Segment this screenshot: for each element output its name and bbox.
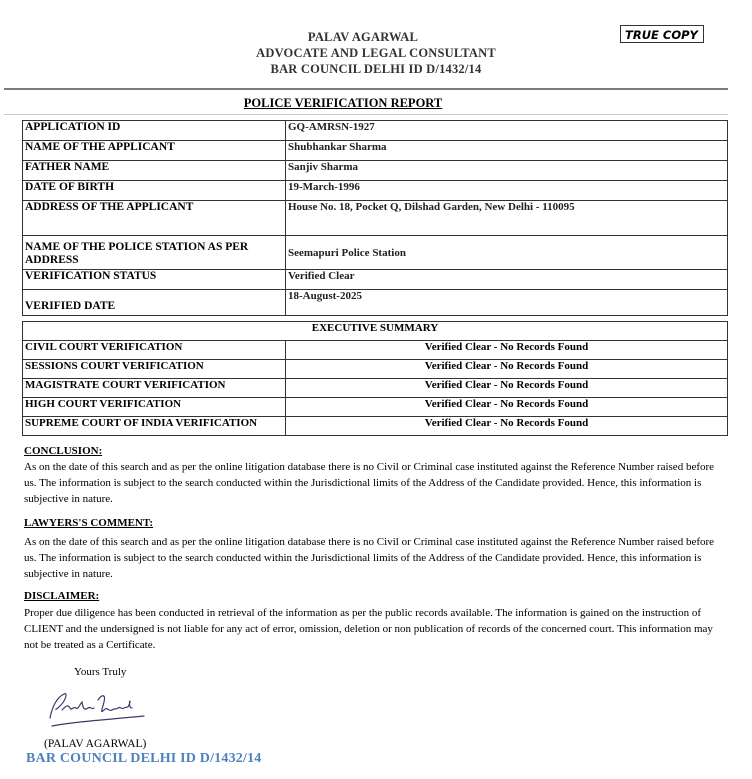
detail-label: NAME OF THE POLICE STATION AS PER ADDRESS (23, 236, 286, 270)
summary-label: MAGISTRATE COURT VERIFICATION (23, 379, 286, 398)
disclaimer-text: Proper due diligence has been conducted in retrieval of the information as per the public records available. The information is gained on the instruction of CLIENT and the undersigned is not liable for any act of error, omission, deletion or non publication of records of the concerned court. This information may not be treated as a Certificate. (24, 607, 713, 651)
table-row (23, 141, 728, 161)
lawyers-comment-text: As on the date of this search and as per the online litigation database there is no Civil or Criminal case instituted against the Reference Number raised before us. The information is subject to the search conducted within the Jurisdictional limits of the Address of the Candidate provided. Hence, this information is subjective in nature. (24, 536, 715, 580)
signature-image (42, 688, 152, 733)
detail-value: Verified Clear (286, 270, 728, 290)
table-row (23, 236, 728, 270)
detail-label: APPLICATION ID (23, 121, 286, 141)
detail-value: Shubhankar Sharma (286, 141, 728, 161)
executive-summary-table (22, 321, 728, 436)
summary-value: Verified Clear - No Records Found (286, 341, 728, 360)
table-header-row (23, 322, 728, 341)
detail-value: Sanjiv Sharma (286, 161, 728, 181)
detail-label: VERIFIED DATE (23, 290, 286, 316)
table-row (23, 181, 728, 201)
detail-label: FATHER NAME (23, 161, 286, 181)
table-row (23, 201, 728, 236)
table-row (23, 270, 728, 290)
detail-value: GQ-AMRSN-1927 (286, 121, 728, 141)
detail-value: House No. 18, Pocket Q, Dilshad Garden, New Delhi - 110095 (286, 201, 728, 236)
summary-label: CIVIL COURT VERIFICATION (23, 341, 286, 360)
table-row (23, 121, 728, 141)
detail-value: Seemapuri Police Station (286, 236, 728, 270)
title-divider (4, 114, 728, 115)
conclusion-heading: CONCLUSION: (24, 445, 103, 457)
detail-value: 19-March-1996 (286, 181, 728, 201)
letterhead-name: PALAV AGARWAL (307, 30, 419, 44)
summary-value: Verified Clear - No Records Found (286, 360, 728, 379)
footer-bar-id: BAR COUNCIL DELHI ID D/1432/14 (26, 751, 262, 766)
summary-label: SESSIONS COURT VERIFICATION (23, 360, 286, 379)
conclusion-text: As on the date of this search and as per the online litigation database there is no Civil or Criminal case instituted against the Reference Number raised before us. The information is subject to the search conducted within the Jurisdictional limits of the Address of the Candidate provided. Hence, this information is subjective in nature. (24, 461, 715, 505)
detail-label: DATE OF BIRTH (23, 181, 286, 201)
table-row (23, 417, 728, 436)
table-row (23, 341, 728, 360)
table-row (23, 398, 728, 417)
summary-title: EXECUTIVE SUMMARY (23, 322, 728, 341)
true-copy-stamp: TRUE COPY (620, 25, 704, 43)
closing-salutation: Yours Truly (74, 666, 127, 678)
summary-value: Verified Clear - No Records Found (286, 417, 728, 436)
letterhead-designation: ADVOCATE AND LEGAL CONSULTANT (256, 46, 496, 60)
signatory-name: (PALAV AGARWAL) (44, 738, 147, 750)
table-row (23, 290, 728, 316)
detail-label: VERIFICATION STATUS (23, 270, 286, 290)
table-row (23, 379, 728, 398)
table-row (23, 161, 728, 181)
detail-label: NAME OF THE APPLICANT (23, 141, 286, 161)
applicant-details-table (22, 120, 728, 316)
lawyers-comment-heading: LAWYERS'S COMMENT: (24, 517, 154, 529)
table-row (23, 360, 728, 379)
letterhead-bar-id: BAR COUNCIL DELHI ID D/1432/14 (270, 62, 482, 76)
summary-value: Verified Clear - No Records Found (286, 398, 728, 417)
detail-label: ADDRESS OF THE APPLICANT (23, 201, 286, 236)
summary-value: Verified Clear - No Records Found (286, 379, 728, 398)
summary-label: HIGH COURT VERIFICATION (23, 398, 286, 417)
header-divider (4, 88, 728, 90)
detail-value: 18-August-2025 (286, 290, 728, 316)
summary-label: SUPREME COURT OF INDIA VERIFICATION (23, 417, 286, 436)
report-title: POLICE VERIFICATION REPORT (243, 96, 443, 110)
disclaimer-heading: DISCLAIMER: (24, 590, 100, 602)
